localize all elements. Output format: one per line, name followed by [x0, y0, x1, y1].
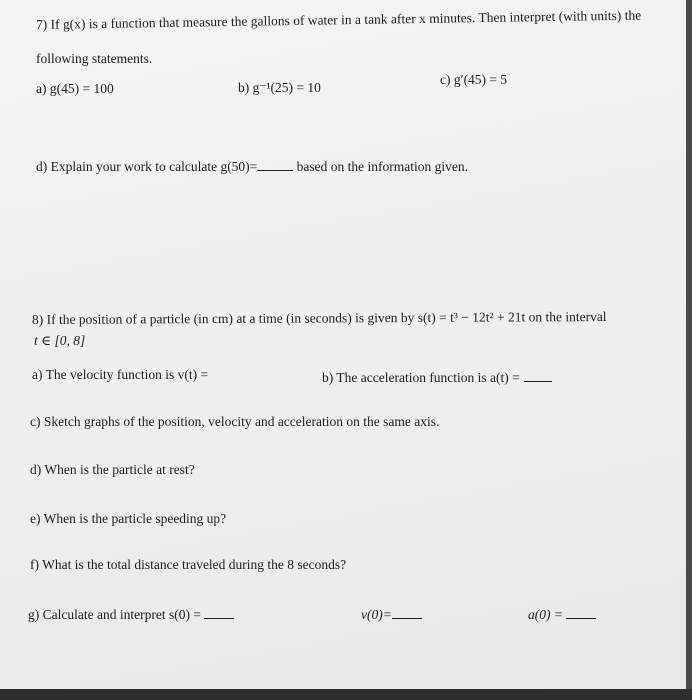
q8-part-b	[322, 369, 552, 386]
q7-part-d-suffix: based on the information given.	[296, 159, 469, 174]
q8-prompt-line1: 8) If the position of a particle (in cm) at a time (in seconds) is given by s(t) = t³ − 12t² + 21t on the interval	[31, 308, 607, 327]
q8-part-b-text: b) The acceleration function is a(t) =	[322, 370, 520, 385]
q7-part-d	[36, 158, 468, 175]
q8-part-c: c) Sketch graphs of the position, velocity and acceleration on the same axis.	[30, 414, 440, 429]
q7-prompt-line1: 7) If g(x) is a function that measure the gallons of water in a tank after x minutes. Then interpret (with units) the	[35, 7, 642, 32]
q8-part-g	[28, 606, 234, 623]
photo-background-right	[686, 0, 692, 700]
q8-part-g-s0-blank[interactable]	[204, 606, 234, 619]
q8-part-e: e) When is the particle speeding up?	[30, 511, 227, 526]
q8-part-b-answer-blank[interactable]	[524, 369, 552, 382]
q8-part-g-velocity	[361, 606, 422, 623]
q7-prompt-line2: following statements.	[36, 51, 153, 66]
q7-part-c: c) g′(45) = 5	[440, 72, 508, 87]
q7-part-b: b) g⁻¹(25) = 10	[238, 80, 321, 95]
q7-part-a: a) g(45) = 100	[36, 81, 114, 96]
q8-prompt-line2: t ∈ [0, 8]	[34, 333, 86, 348]
q8-part-f: f) What is the total distance traveled during the 8 seconds?	[30, 557, 347, 572]
q7-part-d-answer-blank[interactable]	[257, 158, 293, 171]
q8-part-g-velocity-label: v(0)=	[361, 607, 392, 622]
q8-part-g-text: g) Calculate and interpret s(0) =	[28, 607, 201, 622]
q8-part-d: d) When is the particle at rest?	[30, 462, 195, 477]
q8-part-g-v0-blank[interactable]	[392, 606, 422, 619]
q8-part-a: a) The velocity function is v(t) =	[32, 367, 209, 382]
q8-part-g-acceleration-label: a(0) =	[528, 607, 563, 622]
q8-part-g-acceleration	[528, 606, 596, 623]
photo-background-bottom	[0, 689, 692, 700]
q8-part-g-a0-blank[interactable]	[566, 606, 596, 619]
q7-part-d-text: d) Explain your work to calculate g(50)=	[36, 159, 258, 174]
